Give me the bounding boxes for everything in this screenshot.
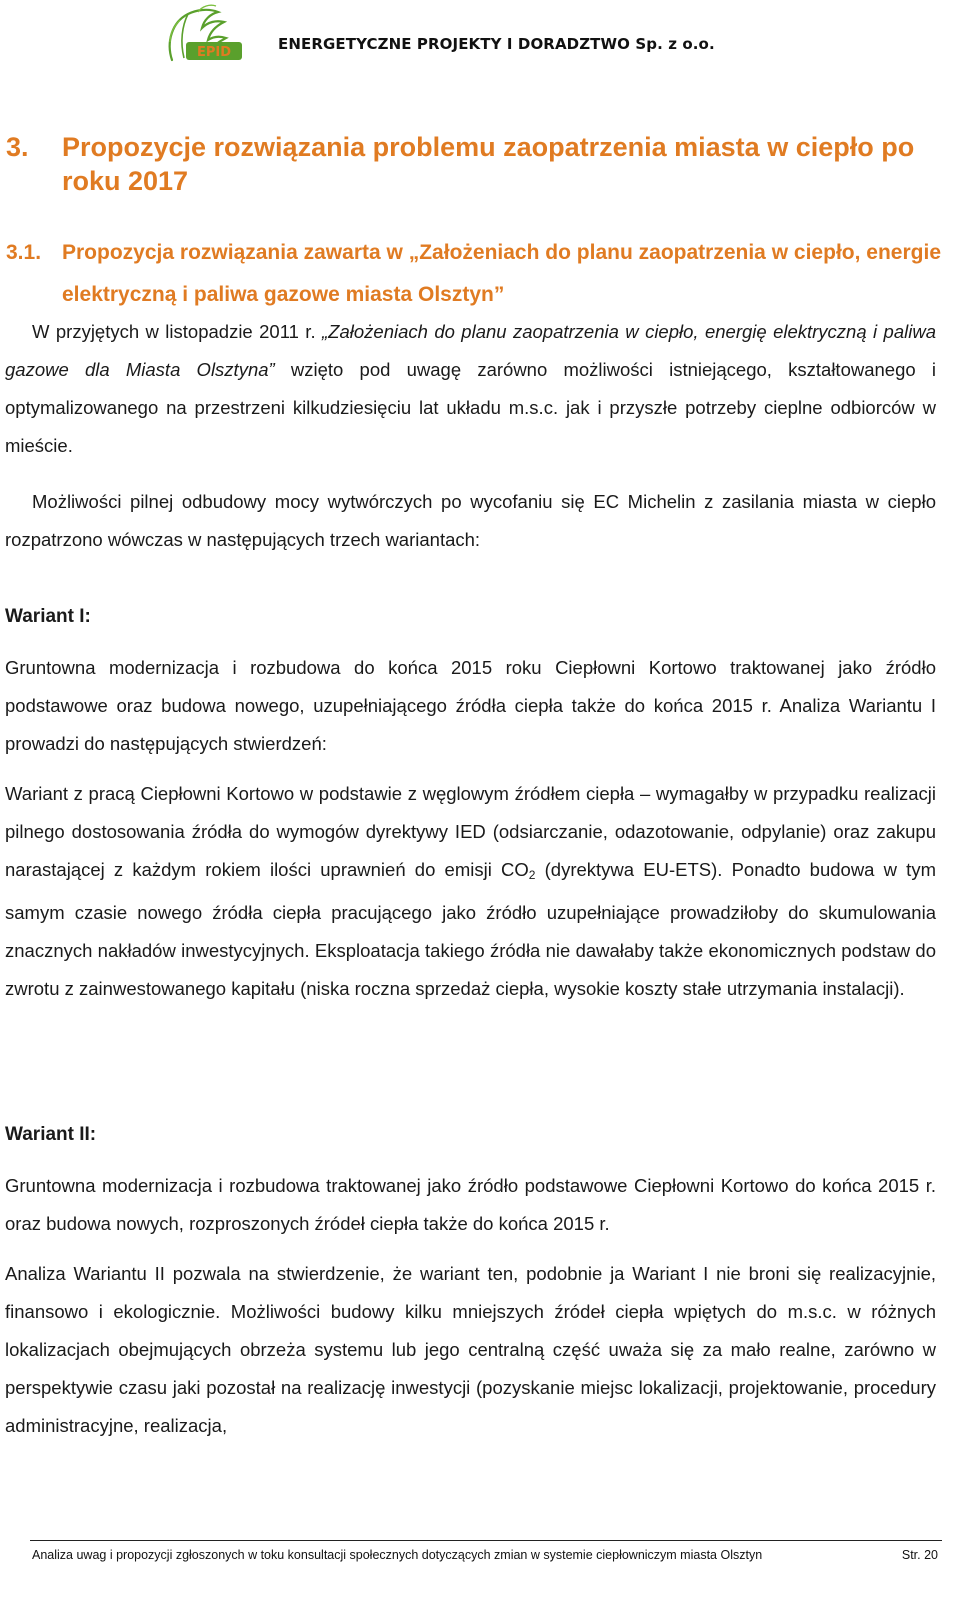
page-number: Str. 20 bbox=[901, 1548, 938, 1562]
variant-1-label: Wariant I: bbox=[5, 606, 91, 627]
page-header bbox=[150, 0, 940, 80]
subsection-title: Propozycja rozwiązania zawarta w „Założeniach do planu zaopatrzenia w ciepło, energie elektryczną i paliwa gazowe miasta Olsztyn” bbox=[62, 241, 941, 306]
section-title: Propozycje rozwiązania problemu zaopatrzenia miasta w ciepło po roku 2017 bbox=[62, 132, 915, 196]
paragraph-intro-end: wzięto pod uwagę zarówno możliwości istniejącego, kształtowanego i optymalizowanego na przestrzeni kilkudziesięciu lat układu m.s.c. jak i przyszłe potrzeby cieplne odbiorców w mieście. bbox=[5, 359, 936, 456]
paragraph-intro bbox=[5, 313, 936, 465]
subsection-number: 3.1. bbox=[6, 241, 42, 264]
logo-text: EPID bbox=[196, 45, 232, 60]
company-name: ENERGETYCZNE PROJEKTY I DORADZTWO Sp. z o.o. bbox=[278, 35, 715, 53]
variant-2-analysis: Analiza Wariantu II pozwala na stwierdzenie, że wariant ten, podobnie ja Wariant I nie broni się realizacyjnie, finansowo i ekologicznie. Możliwości budowy kilku mniejszych źródeł ciepła wpiętych do m.s.c. w różnych lokalizacjach obejmujących obrzeża systemu lub jego centralną część uważa się za mało realne, zarówno w perspektywie czasu jaki pozostał na realizację inwestycji (pozyskanie miejsc lokalizacji, projektowanie, procedury administracyjne, realizacja, bbox=[5, 1263, 936, 1436]
paragraph-variants-intro: Możliwości pilnej odbudowy mocy wytwórczych po wycofaniu się EC Michelin z zasilania miasta w ciepło rozpatrzono wówczas w następujących trzech wariantach: bbox=[5, 491, 936, 550]
variant-1-analysis-end: (dyrektywa EU-ETS). Ponadto budowa w tym samym czasie nowego źródła ciepła pracującego jako źródło uzupełniające prowadziłoby do skumulowania znacznych nakładów inwestycyjnych. Eksploatacja takiego źródła nie dawałaby także ekonomicznych podstaw do zwrotu z zainwestowanego kapitału (niska roczna sprzedaż ciepła, wysokie koszty stałe utrzymania instalacji). bbox=[5, 859, 936, 999]
epid-logo-icon bbox=[158, 2, 244, 74]
document-title-quote: „Założeniach do planu zaopatrzenia w ciepło, energię elektryczną i paliwa gazowe dla Miasta Olsztyna” bbox=[5, 321, 936, 380]
co2-subscript: 2 bbox=[528, 868, 536, 882]
variant-2-label: Wariant II: bbox=[5, 1124, 97, 1145]
footer-divider bbox=[30, 1540, 942, 1541]
variant-2-description: Gruntowna modernizacja i rozbudowa traktowanej jako źródło podstawowe Ciepłowni Kortowo do końca 2015 r. oraz budowa nowych, rozproszonych źródeł ciepła także do końca 2015 r. bbox=[5, 1175, 936, 1234]
variant-1-analysis-start: Wariant z pracą Ciepłowni Kortowo w podstawie z węglowym źródłem ciepła – wymagałby w przypadku realizacji pilnego dostosowania źródła do wymogów dyrektywy IED (odsiarczanie, odazotowanie, odpylanie) oraz zakupu narastającej z każdym rokiem ilości uprawnień do emisji CO bbox=[5, 783, 936, 880]
footer-title: Analiza uwag i propozycji zgłoszonych w toku konsultacji społecznych dotyczących zmian w systemie ciepłowniczym miasta Olsztyn bbox=[32, 1548, 763, 1562]
paragraph-intro-start: W przyjętych w listopadzie 2011 r. bbox=[32, 321, 322, 342]
variant-1-description: Gruntowna modernizacja i rozbudowa do końca 2015 roku Ciepłowni Kortowo traktowanej jako źródło podstawowe oraz budowa nowego, uzupełniającego źródła ciepła także do końca 2015 r. Analiza Wariantu I prowadzi do następujących stwierdzeń: bbox=[5, 657, 936, 754]
variant-1-analysis bbox=[5, 775, 936, 1008]
section-number: 3. bbox=[6, 132, 29, 162]
